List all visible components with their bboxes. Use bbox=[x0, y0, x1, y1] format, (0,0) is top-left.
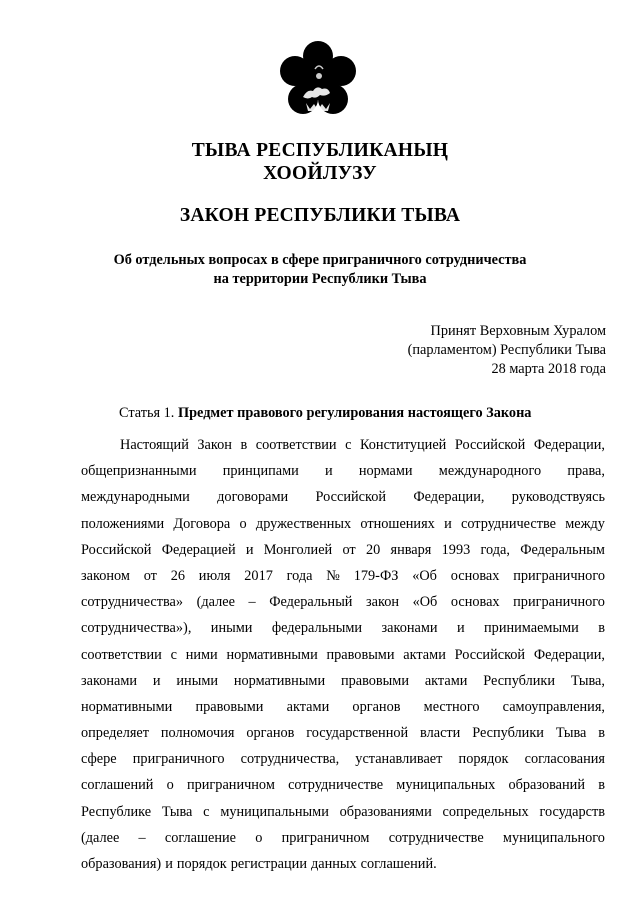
body-word: – bbox=[248, 594, 256, 611]
body-word: муниципальными bbox=[220, 803, 329, 820]
body-word: законами bbox=[381, 620, 438, 637]
body-word: Настоящий bbox=[120, 437, 189, 453]
body-word: Федерации, bbox=[533, 437, 605, 453]
body-line bbox=[81, 511, 605, 537]
law-subject-line: Об отдельных вопросах в сфере приграничного сотрудничества bbox=[113, 252, 527, 268]
law-subject-line: на территории Республики Тыва bbox=[213, 271, 427, 287]
body-word: о bbox=[166, 777, 174, 794]
body-word: приграничного bbox=[132, 751, 225, 768]
body-word: с bbox=[203, 803, 210, 820]
body-word: сотрудничества»), bbox=[81, 620, 192, 637]
body-word: с bbox=[345, 437, 352, 453]
body-word: приграничном bbox=[186, 777, 275, 794]
body-word: международными bbox=[81, 489, 190, 506]
body-word: договорами bbox=[217, 489, 289, 506]
body-word: Тыва, bbox=[570, 672, 605, 689]
adoption-note-line: Принят Верховным Хуралом bbox=[430, 323, 606, 339]
body-word: Российской bbox=[454, 646, 526, 663]
article-heading bbox=[119, 405, 531, 422]
body-word: от bbox=[143, 567, 157, 584]
body-line bbox=[81, 720, 605, 746]
body-word: Российской bbox=[81, 541, 152, 558]
body-word: сотрудничестве bbox=[460, 515, 556, 532]
body-word: в bbox=[598, 620, 605, 637]
emblem bbox=[279, 41, 357, 119]
body-word: муниципальных bbox=[396, 777, 496, 794]
body-word: принципами bbox=[222, 463, 299, 480]
body-word: органов bbox=[246, 725, 295, 742]
body-word: согласования bbox=[524, 751, 605, 768]
body-word: основах bbox=[450, 594, 500, 611]
body-word: года, bbox=[480, 541, 510, 558]
body-line bbox=[81, 615, 605, 641]
body-word: и bbox=[456, 620, 465, 637]
law-subject bbox=[0, 251, 640, 289]
body-word: Федеральный bbox=[269, 594, 353, 611]
body-word: Тыва bbox=[555, 725, 587, 742]
body-word: иными bbox=[210, 620, 253, 637]
body-word: соглашение bbox=[164, 829, 237, 846]
body-word: о bbox=[255, 829, 263, 846]
body-word: органов bbox=[352, 698, 401, 715]
body-line bbox=[81, 746, 605, 772]
body-word: 2017 bbox=[244, 567, 273, 584]
body-word: Тыва bbox=[161, 803, 193, 820]
body-word: самоуправления, bbox=[502, 698, 605, 715]
body-word: международного bbox=[438, 463, 542, 480]
body-word: данных bbox=[310, 856, 357, 872]
body-word: соответствии bbox=[81, 646, 162, 663]
body-word: Республике bbox=[81, 803, 152, 820]
body-word: дружественных bbox=[255, 515, 352, 532]
law-title: ЗАКОН РЕСПУБЛИКИ ТЫВА bbox=[179, 205, 461, 226]
body-word: 26 bbox=[170, 567, 186, 584]
adoption-note bbox=[408, 322, 606, 379]
body-word: принимаемыми bbox=[484, 620, 579, 637]
body-word: № bbox=[326, 567, 340, 584]
body-word: порядок bbox=[458, 751, 509, 768]
body-word: Федеральным bbox=[520, 541, 605, 558]
body-line bbox=[81, 694, 605, 720]
body-word: приграничном bbox=[281, 829, 370, 846]
body-word: положениями bbox=[81, 515, 165, 532]
body-word: государств bbox=[539, 803, 605, 820]
adoption-note-line: (парламентом) Республики Тыва bbox=[407, 342, 606, 358]
body-line bbox=[81, 799, 605, 825]
body-word: приграничного bbox=[513, 567, 605, 584]
body-word: образования) bbox=[81, 856, 162, 872]
body-word: Договора bbox=[173, 515, 231, 532]
body-word: сопредельных bbox=[442, 803, 529, 820]
body-word: между bbox=[565, 515, 605, 532]
body-word: устанавливает bbox=[355, 751, 443, 768]
body-word: (далее bbox=[81, 829, 120, 846]
body-word: и bbox=[245, 541, 254, 558]
body-word: Федерацией bbox=[161, 541, 236, 558]
body-word: Монголией bbox=[263, 541, 333, 558]
body-line bbox=[81, 642, 605, 668]
body-word: государственной bbox=[306, 725, 409, 742]
body-word: порядок bbox=[176, 856, 227, 872]
header-line-1: ТЫВА РЕСПУБЛИКАНЫҢ bbox=[191, 140, 449, 161]
body-word: актами bbox=[403, 646, 446, 663]
body-word: «Об bbox=[412, 567, 437, 584]
body-word: и bbox=[325, 463, 333, 480]
body-word: власти bbox=[420, 725, 461, 742]
body-word: сотрудничестве bbox=[288, 777, 384, 794]
body-word: – bbox=[138, 829, 146, 846]
body-word: 1993 bbox=[441, 541, 471, 558]
body-word: нормативными bbox=[233, 672, 326, 689]
body-word: Конституцией bbox=[359, 437, 447, 453]
header-line-2: ХООЙЛУЗУ bbox=[263, 163, 377, 184]
body-word: основах bbox=[450, 567, 500, 584]
body-word: правовыми bbox=[326, 646, 395, 663]
body-line bbox=[81, 432, 605, 458]
body-word: Российской bbox=[454, 437, 526, 453]
body-word: в bbox=[598, 777, 605, 794]
body-word: образованиями bbox=[339, 803, 432, 820]
body-line bbox=[81, 484, 605, 510]
body-line bbox=[81, 537, 605, 563]
body-word: 179-ФЗ bbox=[353, 567, 399, 584]
body-word: законом bbox=[81, 567, 130, 584]
body-line bbox=[81, 825, 605, 851]
body-line bbox=[81, 563, 605, 589]
body-word: 20 bbox=[365, 541, 381, 558]
body-word: актами bbox=[424, 672, 468, 689]
body-word: Российской bbox=[315, 489, 387, 506]
body-word: иными bbox=[176, 672, 219, 689]
body-word: местного bbox=[423, 698, 480, 715]
body-word: соответствии bbox=[255, 437, 337, 453]
body-word: (далее bbox=[196, 594, 235, 611]
tuva-coat-of-arms-icon bbox=[279, 41, 357, 119]
body-word: сотрудничестве bbox=[388, 829, 484, 846]
body-word: регистрации bbox=[230, 856, 307, 872]
body-word: о bbox=[239, 515, 247, 532]
body-word: в bbox=[598, 725, 605, 742]
body-word: нормативными bbox=[81, 698, 173, 715]
body-word: Федерации, bbox=[533, 646, 605, 663]
body-word: федеральными bbox=[271, 620, 363, 637]
body-word: Республики bbox=[483, 672, 555, 689]
body-line bbox=[81, 458, 605, 484]
body-word: правовыми bbox=[195, 698, 264, 715]
body-word: января bbox=[390, 541, 432, 558]
body-word: муниципального bbox=[502, 829, 605, 846]
body-word: полномочия bbox=[160, 725, 235, 742]
article-body bbox=[81, 432, 605, 877]
body-word: соглашений bbox=[81, 777, 154, 794]
body-word: общепризнанными bbox=[81, 463, 197, 480]
body-word: Республики bbox=[472, 725, 544, 742]
body-word: права, bbox=[567, 463, 605, 480]
adoption-date: 28 марта 2018 года bbox=[491, 361, 606, 377]
article-title: Предмет правового регулирования настоящего Закона bbox=[177, 405, 532, 421]
body-line bbox=[81, 772, 605, 798]
body-line bbox=[81, 589, 605, 615]
body-word: «Об bbox=[412, 594, 438, 611]
body-word: определяет bbox=[81, 725, 150, 742]
body-word: в bbox=[240, 437, 248, 453]
body-word: актами bbox=[286, 698, 330, 715]
body-word: соглашений. bbox=[360, 856, 437, 872]
body-word: законами bbox=[81, 672, 138, 689]
body-word: от bbox=[342, 541, 356, 558]
body-word: образований bbox=[508, 777, 585, 794]
body-word: приграничного bbox=[513, 594, 605, 611]
body-word: Федерации, bbox=[413, 489, 485, 506]
body-word: года bbox=[286, 567, 313, 584]
body-word: сфере bbox=[81, 751, 117, 768]
article-label: Статья 1. bbox=[119, 405, 175, 421]
body-word: отношениях bbox=[360, 515, 435, 532]
body-word: и bbox=[165, 856, 173, 872]
body-word: нормативными bbox=[226, 646, 318, 663]
body-line bbox=[81, 851, 605, 877]
body-word: сотрудничества, bbox=[240, 751, 340, 768]
body-word: закон bbox=[366, 594, 400, 611]
body-word: и bbox=[444, 515, 452, 532]
body-word: сотрудничества» bbox=[81, 594, 184, 611]
body-word: июля bbox=[198, 567, 231, 584]
body-word: нормами bbox=[358, 463, 413, 480]
body-word: Закон bbox=[197, 437, 232, 453]
body-word: руководствуясь bbox=[511, 489, 605, 506]
body-word: с bbox=[170, 646, 177, 663]
body-line bbox=[81, 668, 605, 694]
body-word: правовыми bbox=[340, 672, 409, 689]
body-word: ними bbox=[185, 646, 218, 663]
body-word: и bbox=[152, 672, 161, 689]
